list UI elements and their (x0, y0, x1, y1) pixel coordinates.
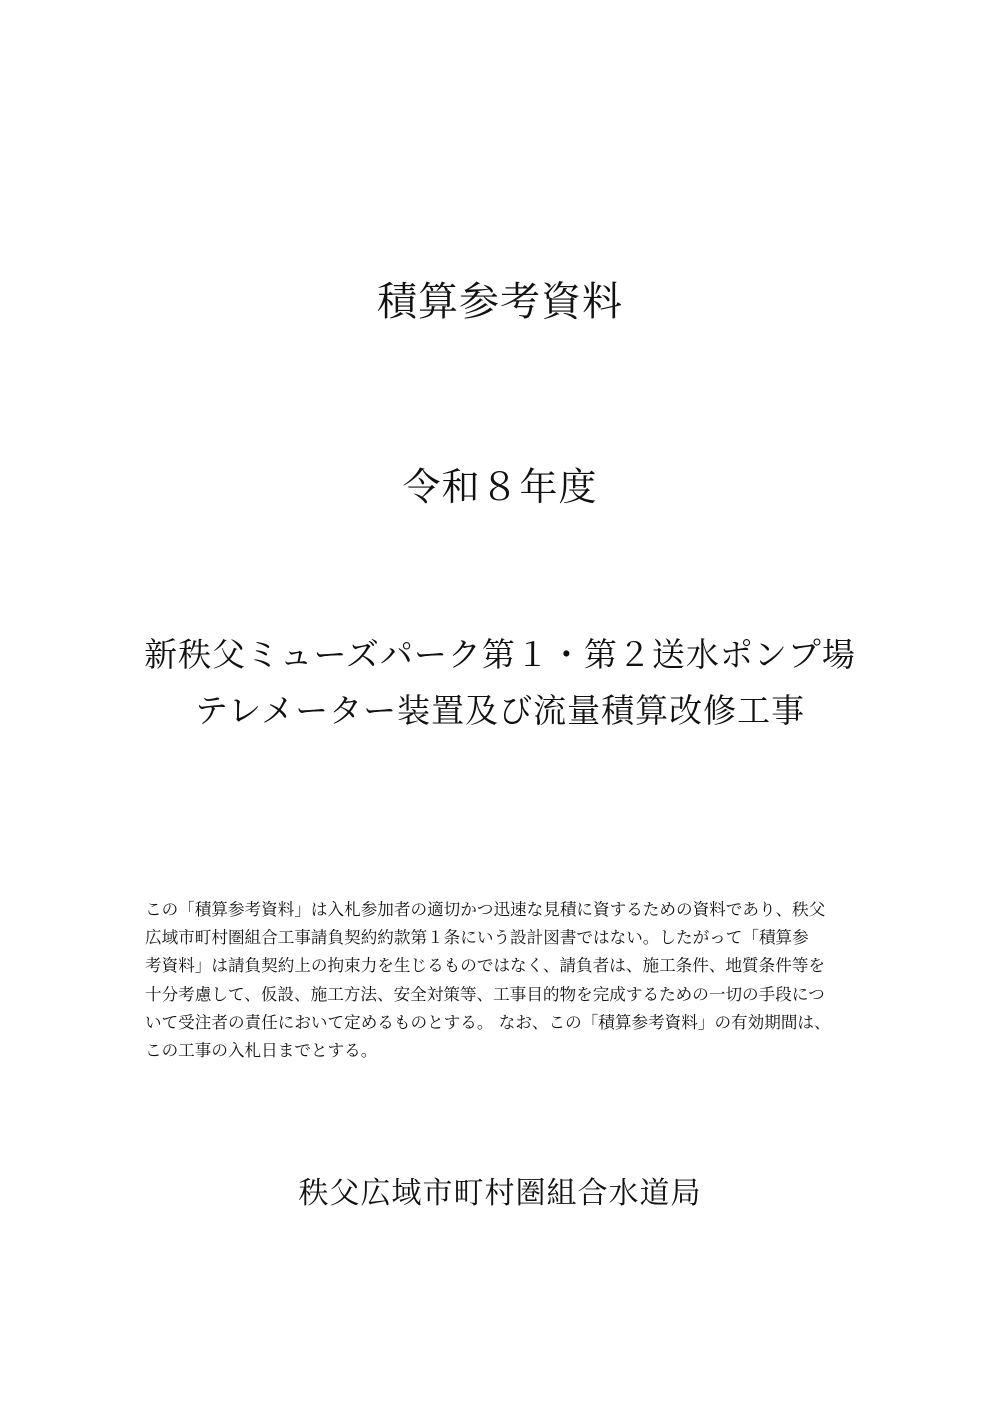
disclaimer-line-1: この「積算参考資料」は入札参加者の適切かつ迅速な見積に資するための資料であり、秩父 (145, 900, 826, 919)
project-name-line-2: テレメーター装置及び流量積算改修工事 (194, 691, 806, 730)
disclaimer-line-4: 十分考慮して、仮設、施工方法、安全対策等、工事目的物を完成するための一切の手段につ (145, 984, 825, 1004)
disclaimer-line-6: この工事の入札日までとする。 (145, 1041, 378, 1061)
disclaimer-line-5: いて受注者の責任において定めるものとする。 なお、この「積算参考資料」の有効期間は、 (145, 1012, 831, 1032)
issuer-name: 秩父広域市町村圏組合水道局 (298, 1176, 702, 1211)
fiscal-year: 令和８年度 (402, 465, 598, 509)
disclaimer-line-2: 広域市町村圏組合工事請負契約約款第１条にいう設計図書ではない。したがって「積算参 (145, 928, 809, 948)
disclaimer-paragraph (145, 896, 857, 1065)
document-title: 積算参考資料 (377, 279, 623, 325)
project-name-line-1: 新秩父ミューズパーク第１・第２送水ポンプ場 (144, 635, 856, 674)
disclaimer-line-3: 考資料」は請負契約上の拘束力を生じるものではなく、請負者は、施工条件、地質条件等を (145, 956, 826, 976)
project-name (0, 627, 1000, 739)
